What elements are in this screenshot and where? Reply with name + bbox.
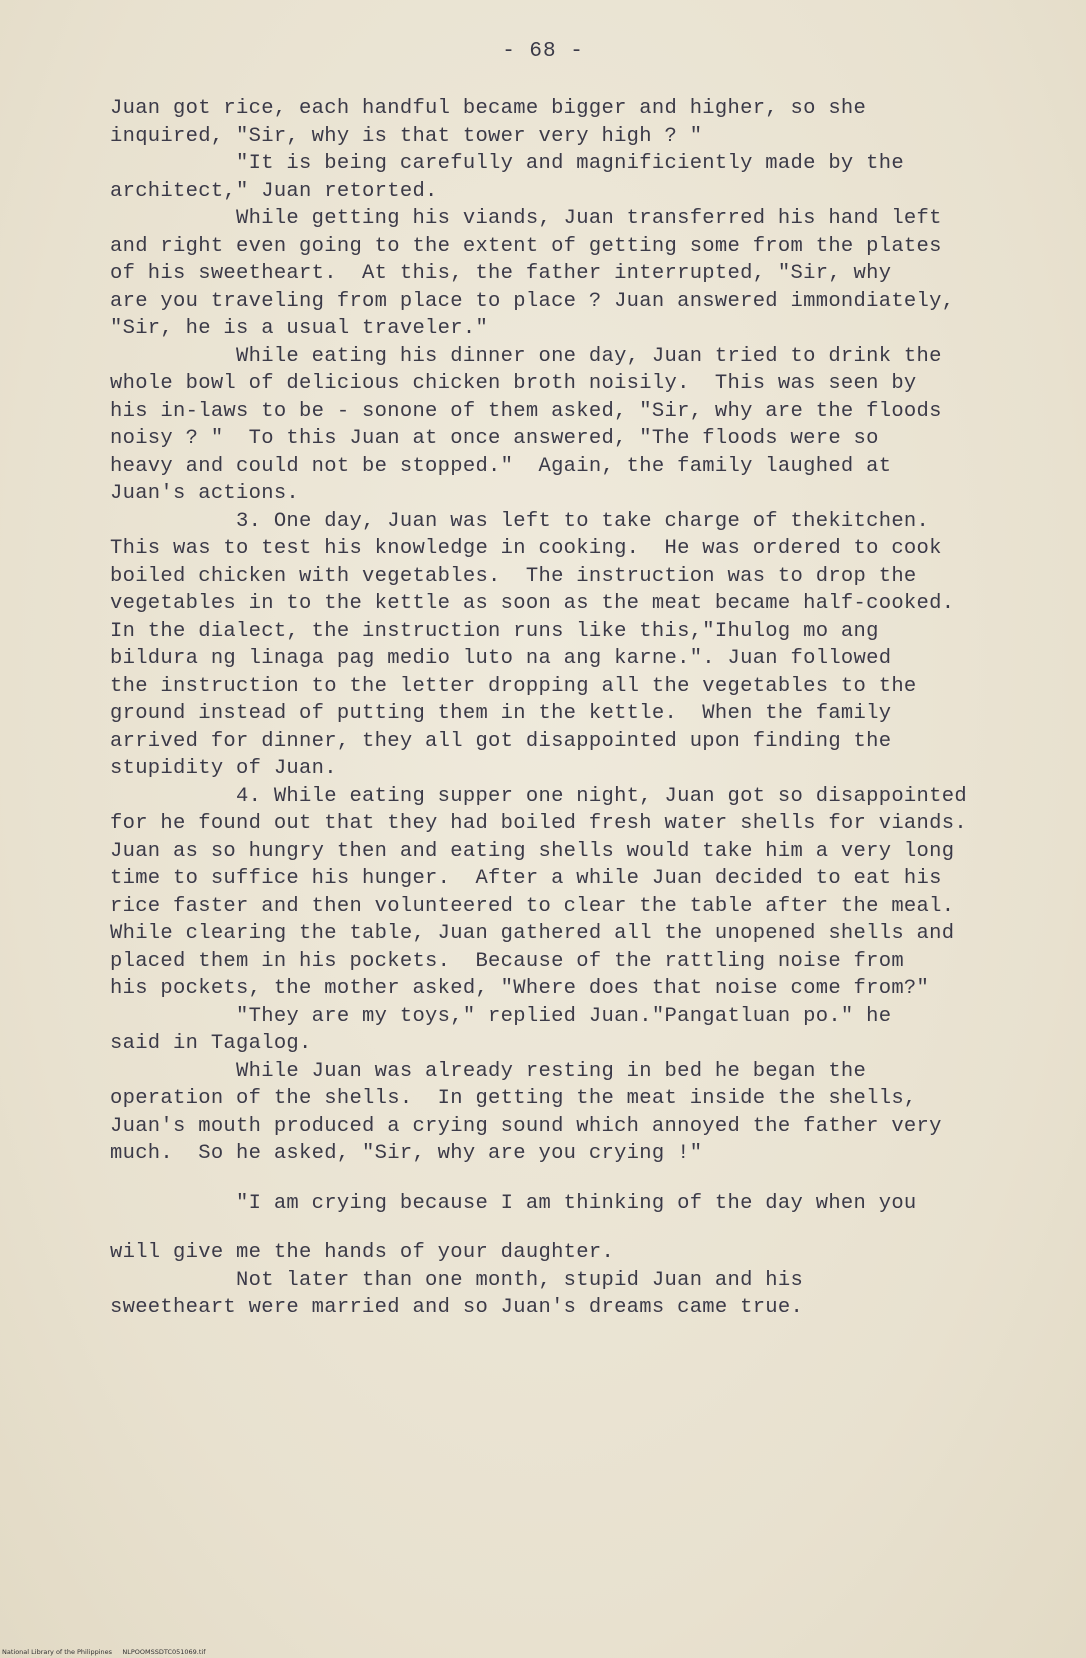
text-line: said in Tagalog. — [110, 1032, 312, 1055]
text-line: the instruction to the letter dropping all the vegetables to the — [110, 674, 917, 698]
text-line: "It is being carefully and magnificiently made by the — [110, 152, 904, 175]
text-line: are you traveling from place to place ? Juan answered immondiately, — [110, 289, 955, 313]
text-line: heavy and could not be stopped." Again, the family laughed at — [110, 454, 892, 478]
text-line: 4. While eating supper one night, Juan got so disappointed — [110, 784, 967, 808]
text-line: rice faster and then volunteered to clear the table after the meal. — [110, 894, 955, 918]
text-line: "I am crying because I am thinking of the day when you — [110, 1191, 917, 1215]
text-line: whole bowl of delicious chicken broth noisily. This was seen by — [110, 372, 917, 395]
text-line: While eating his dinner one day, Juan tried to drink the — [110, 344, 942, 368]
text-line: will give me the hands of your daughter. — [110, 1241, 615, 1264]
text-line: ground instead of putting them in the kettle. When the family — [110, 702, 892, 725]
text-line: architect," Juan retorted. — [110, 179, 438, 203]
text-line: of his sweetheart. At this, the father interrupted, "Sir, why — [110, 262, 892, 285]
text-line: While getting his viands, Juan transferred his hand left — [110, 207, 942, 230]
text-line: time to suffice his hunger. After a while Juan decided to eat his — [110, 867, 942, 890]
text-line: bildura ng linaga pag medio luto na ang karne.". Juan followed — [110, 647, 892, 670]
text-line: arrived for dinner, they all got disappointed upon finding the — [110, 729, 892, 753]
text-line: 3. One day, Juan was left to take charge of thekitchen. — [110, 509, 930, 533]
text-line: placed them in his pockets. Because of the rattling noise from — [110, 949, 904, 973]
text-line: "Sir, he is a usual traveler." — [110, 317, 489, 340]
text-line: Juan as so hungry then and eating shells would take him a very long — [110, 839, 955, 863]
text-line: stupidity of Juan. — [110, 757, 337, 780]
text-body — [110, 95, 1050, 1322]
text-line: his in-laws to be - sonone of them asked, "Sir, why are the floods — [110, 399, 942, 423]
text-line: operation of the shells. In getting the meat inside the shells, — [110, 1087, 917, 1110]
text-line: Juan got rice, each handful became bigger and higher, so she — [110, 97, 867, 120]
text-line: Not later than one month, stupid Juan and his — [110, 1268, 804, 1292]
text-line: and right even going to the extent of getting some from the plates — [110, 234, 942, 258]
text-line: sweetheart were married and so Juan's dreams came true. — [110, 1296, 804, 1319]
text-line: his pockets, the mother asked, "Where does that noise come from?" — [110, 977, 930, 1000]
text-line: noisy ? " To this Juan at once answered, "The floods were so — [110, 427, 879, 450]
text-line: Juan's actions. — [110, 482, 300, 505]
blank-line — [110, 1217, 1050, 1239]
text-line: While clearing the table, Juan gathered all the unopened shells and — [110, 922, 955, 945]
text-line: While Juan was already resting in bed he began the — [110, 1059, 867, 1083]
text-line: much. So he asked, "Sir, why are you crying !" — [110, 1142, 703, 1165]
text-line: "They are my toys," replied Juan."Pangatluan po." he — [110, 1004, 892, 1028]
page-number: - 68 - — [502, 40, 584, 63]
text-line: vegetables in to the kettle as soon as the meat became half-cooked. — [110, 592, 955, 615]
text-line: for he found out that they had boiled fresh water shells for viands. — [110, 812, 967, 835]
text-line: In the dialect, the instruction runs like this,"Ihulog mo ang — [110, 619, 879, 643]
text-line: inquired, "Sir, why is that tower very high ? " — [110, 124, 703, 148]
text-line: Juan's mouth produced a crying sound which annoyed the father very — [110, 1114, 942, 1138]
text-line: This was to test his knowledge in cooking. He was ordered to cook — [110, 537, 942, 560]
text-line: boiled chicken with vegetables. The instruction was to drop the — [110, 564, 917, 588]
archive-footer: National Library of the Philippines NLPOOMSSDTC051069.tif — [2, 1648, 206, 1656]
blank-line — [110, 1168, 1050, 1190]
